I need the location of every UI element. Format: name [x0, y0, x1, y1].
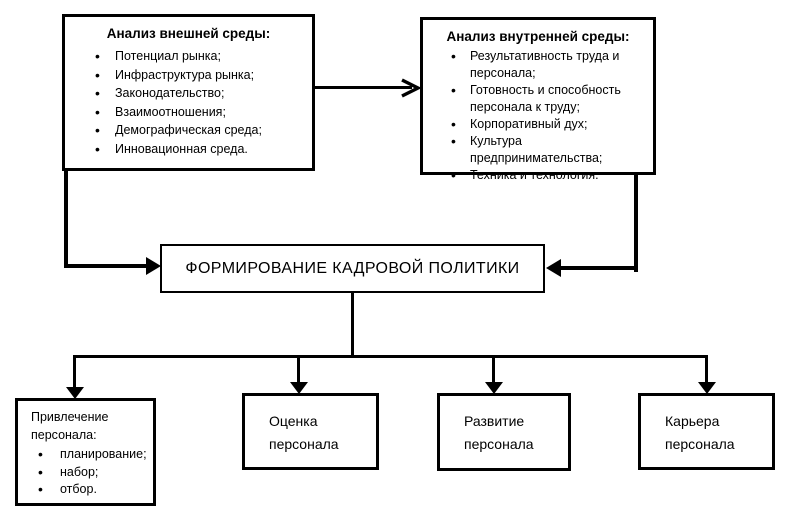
recruitment-title: Привлечение персонала: [31, 410, 109, 442]
connector-internal-to-central-horizontal [561, 266, 638, 270]
development-box [437, 393, 571, 471]
connector-drop-recruitment [73, 355, 76, 388]
list-item: • Результативность труда и персонала; [423, 48, 653, 82]
connector-external-to-central-vertical [64, 169, 68, 268]
connector-drop-career [705, 355, 708, 383]
internal-analysis-box [420, 17, 656, 182]
list-item: • Техника и технология. [423, 167, 653, 184]
connector-distributor [74, 355, 708, 358]
arrowhead-right-icon [146, 257, 161, 275]
list-item: • Корпоративный дух; [423, 116, 653, 133]
list-item: • Демографическая среда; [65, 121, 312, 140]
list-item: • отбор. [18, 481, 153, 499]
connector-central-drop [351, 292, 354, 357]
connector-external-to-central-horizontal [64, 264, 147, 268]
central-policy-box [160, 244, 545, 293]
connector-drop-development [492, 355, 495, 383]
list-item: • Законодательство; [65, 84, 312, 103]
evaluation-label: Оценка персонала [269, 413, 339, 452]
list-item: • Культура предпринимательства; [423, 133, 653, 167]
connector-drop-evaluation [297, 355, 300, 383]
external-analysis-list [65, 47, 312, 158]
recruitment-box [15, 398, 156, 506]
list-item: • набор; [18, 464, 153, 482]
list-item: • Готовность и способность персонала к труду; [423, 82, 653, 116]
list-item: • Инфраструктура рынка; [65, 66, 312, 85]
list-item: • Инновационная среда. [65, 140, 312, 159]
arrowhead-right-icon [398, 77, 421, 99]
internal-analysis-list [423, 48, 653, 184]
arrowhead-left-icon [546, 259, 561, 277]
internal-analysis-title: Анализ внутренней среды: [446, 29, 630, 44]
career-box [638, 393, 775, 470]
career-label: Карьера персонала [665, 413, 735, 452]
central-policy-label: ФОРМИРОВАНИЕ КАДРОВОЙ ПОЛИТИКИ [185, 259, 520, 277]
recruitment-list [18, 446, 153, 499]
external-analysis-title: Анализ внешней среды: [106, 26, 271, 41]
evaluation-box [242, 393, 379, 470]
list-item: • Взаимоотношения; [65, 103, 312, 122]
list-item: • планирование; [18, 446, 153, 464]
development-label: Развитие персонала [464, 413, 534, 452]
list-item: • Потенциал рынка; [65, 47, 312, 66]
external-analysis-box [62, 14, 315, 171]
connector-internal-to-central-vertical [634, 173, 638, 272]
